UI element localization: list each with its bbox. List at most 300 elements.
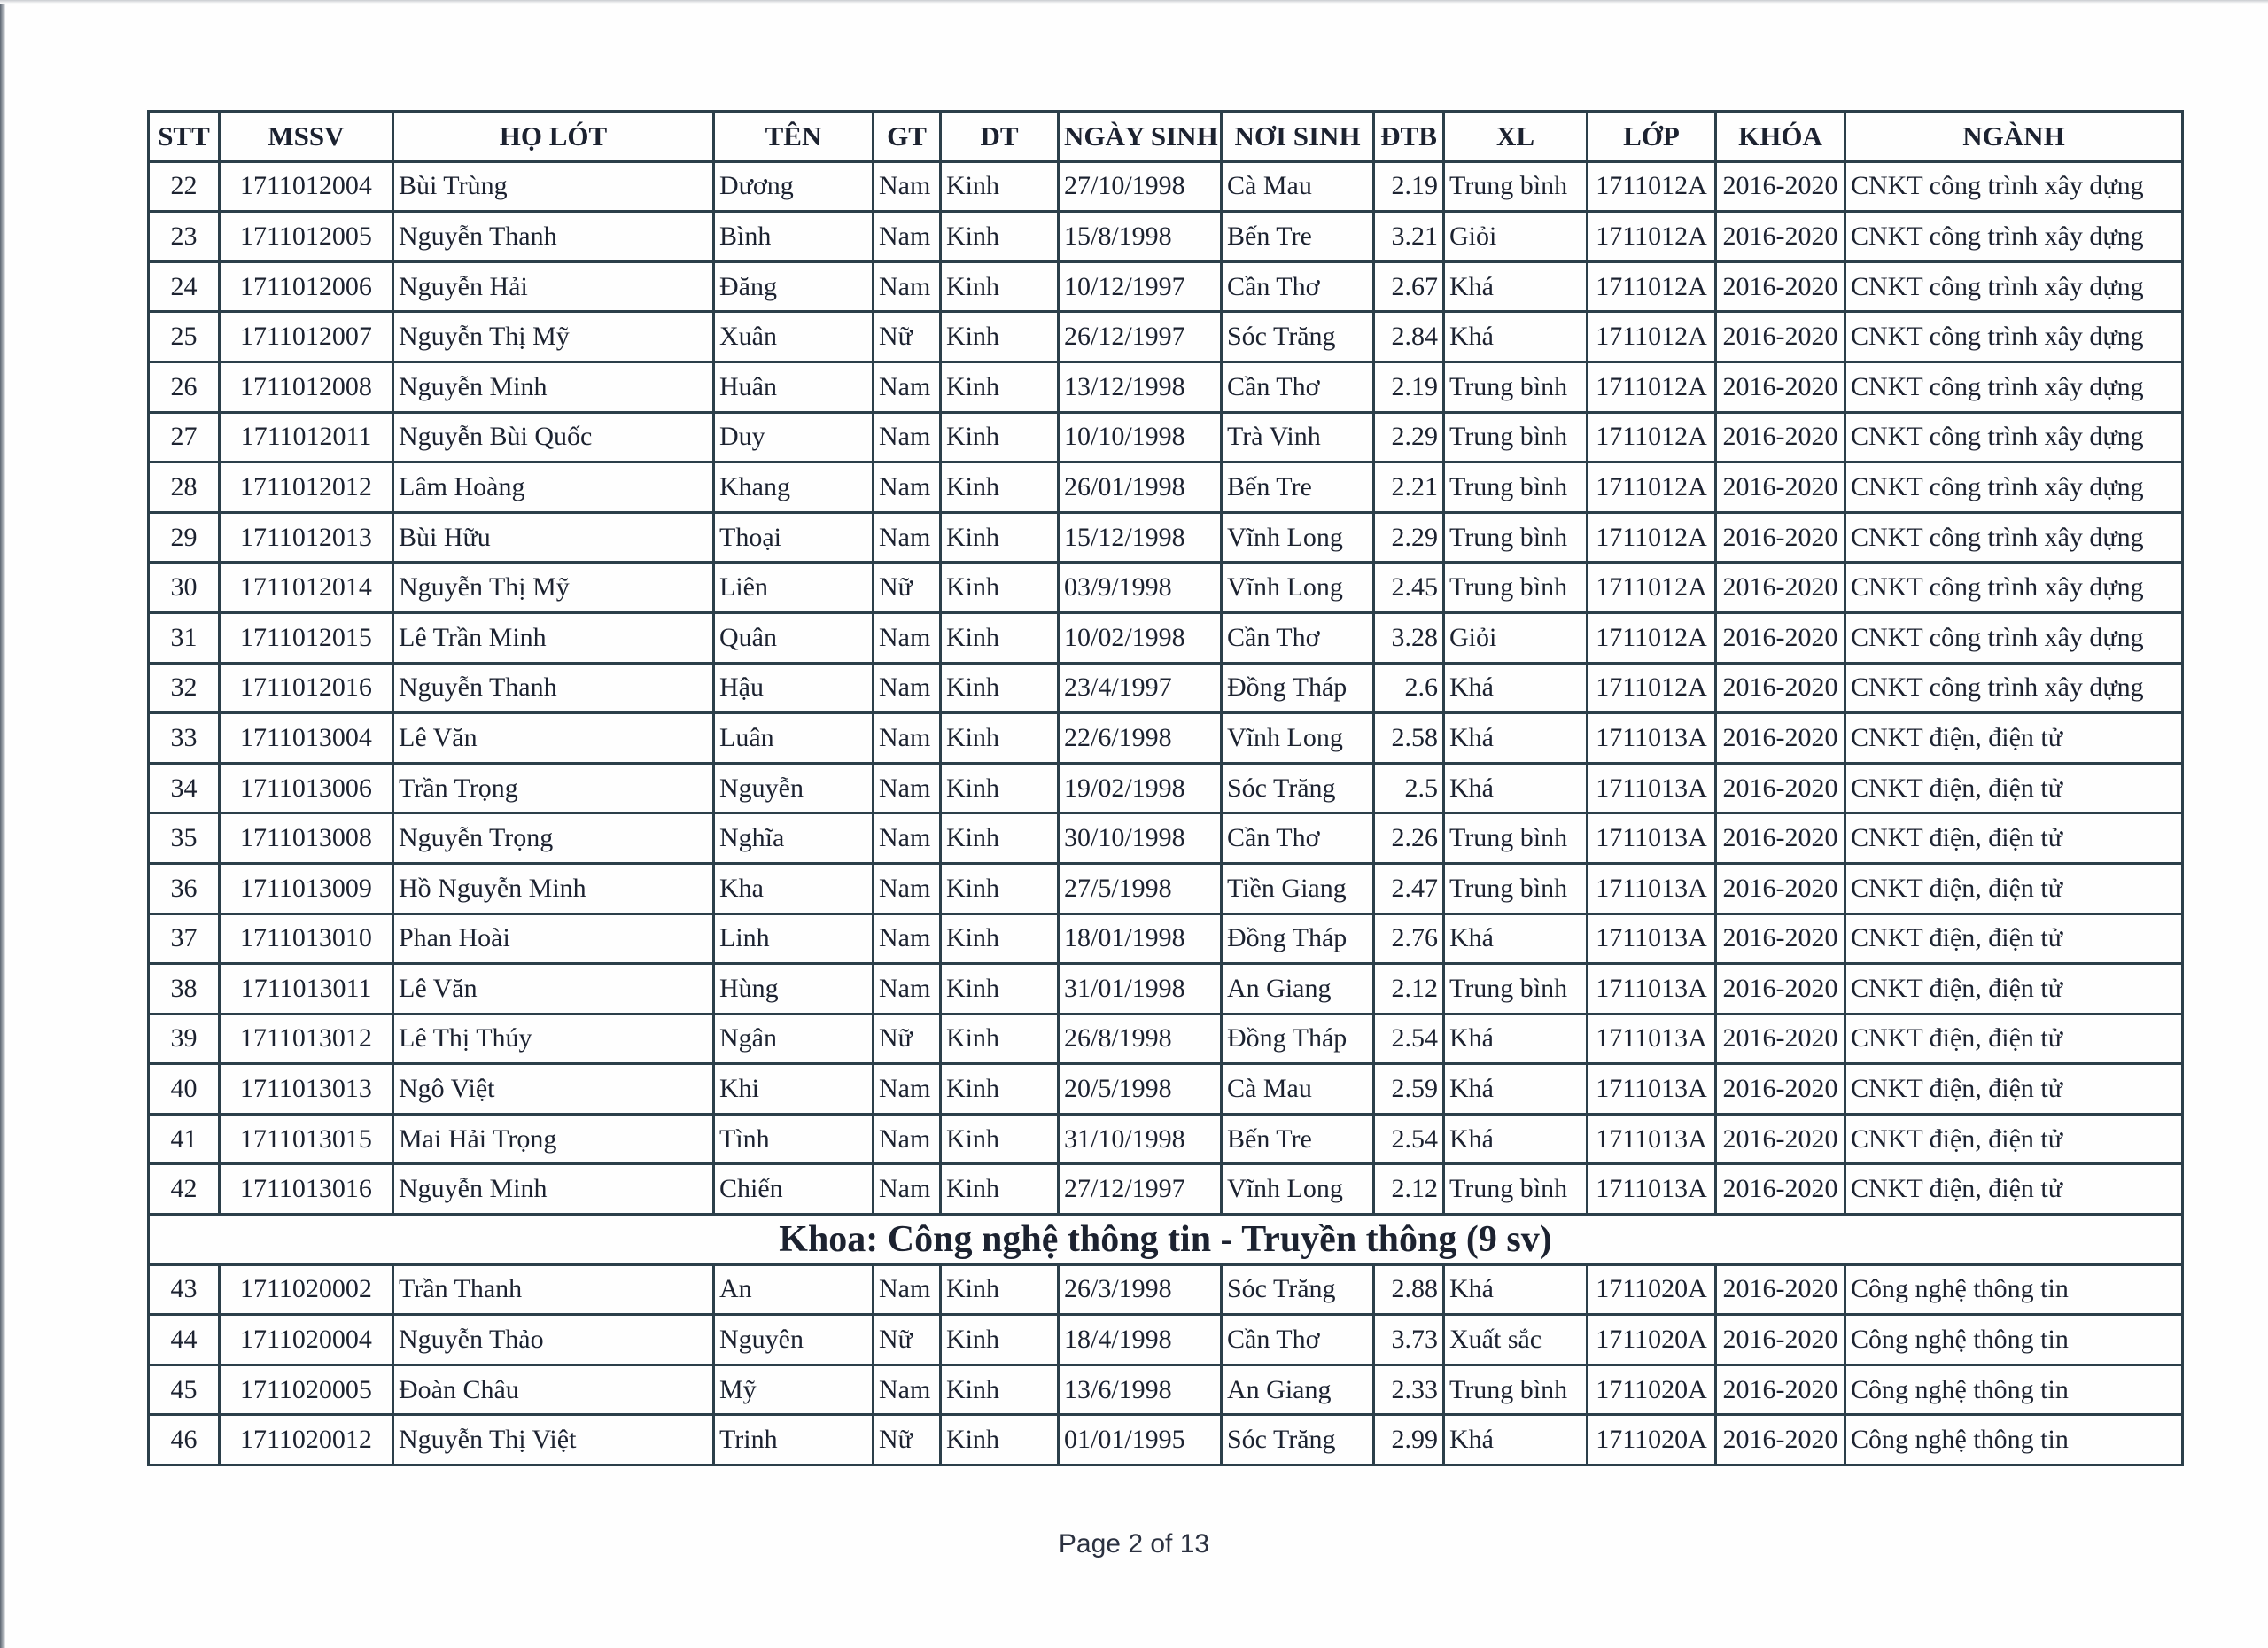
cell-khoa: 2016-2020 <box>1716 1415 1845 1465</box>
cell-stt: 42 <box>149 1164 220 1215</box>
table-row <box>149 361 2183 412</box>
cell-ho-lot: Bùi Trùng <box>393 161 714 212</box>
cell-gt: Nam <box>874 161 941 212</box>
cell-nganh: CNKT công trình xây dựng <box>1845 563 2183 613</box>
cell-gt: Nam <box>874 412 941 463</box>
cell-ngay-sinh: 15/8/1998 <box>1059 212 1222 262</box>
cell-ho-lot: Trần Trọng <box>393 763 714 813</box>
cell-khoa: 2016-2020 <box>1716 563 1845 613</box>
cell-gt: Nam <box>874 713 941 764</box>
cell-noi-sinh: Cần Thơ <box>1222 261 1374 312</box>
cell-dtb: 2.47 <box>1374 863 1444 913</box>
cell-stt: 35 <box>149 813 220 864</box>
cell-lop: 1711013A <box>1588 863 1716 913</box>
cell-nganh: Công nghệ thông tin <box>1845 1315 2183 1365</box>
cell-ten: Đăng <box>714 261 874 312</box>
cell-dt: Kinh <box>941 863 1059 913</box>
table-row <box>149 563 2183 613</box>
cell-noi-sinh: Sóc Trăng <box>1222 1415 1374 1465</box>
cell-dtb: 2.26 <box>1374 813 1444 864</box>
table-row <box>149 463 2183 513</box>
table-row <box>149 212 2183 262</box>
table-row <box>149 913 2183 964</box>
cell-nganh: CNKT công trình xây dựng <box>1845 612 2183 663</box>
table-row <box>149 863 2183 913</box>
cell-lop: 1711013A <box>1588 713 1716 764</box>
cell-mssv: 1711012011 <box>220 412 393 463</box>
cell-gt: Nam <box>874 663 941 713</box>
cell-noi-sinh: Bến Tre <box>1222 212 1374 262</box>
cell-gt: Nam <box>874 813 941 864</box>
cell-ngay-sinh: 20/5/1998 <box>1059 1064 1222 1115</box>
cell-khoa: 2016-2020 <box>1716 763 1845 813</box>
col-header-dt: DT <box>941 112 1059 162</box>
cell-xl: Trung bình <box>1444 563 1588 613</box>
cell-khoa: 2016-2020 <box>1716 1014 1845 1064</box>
col-header-lop: LỚP <box>1588 112 1716 162</box>
cell-khoa: 2016-2020 <box>1716 361 1845 412</box>
cell-nganh: CNKT công trình xây dựng <box>1845 361 2183 412</box>
cell-noi-sinh: Tiền Giang <box>1222 863 1374 913</box>
cell-khoa: 2016-2020 <box>1716 964 1845 1014</box>
cell-khoa: 2016-2020 <box>1716 813 1845 864</box>
cell-nganh: CNKT công trình xây dựng <box>1845 463 2183 513</box>
cell-stt: 44 <box>149 1315 220 1365</box>
table-row <box>149 261 2183 312</box>
cell-lop: 1711012A <box>1588 563 1716 613</box>
cell-dtb: 2.76 <box>1374 913 1444 964</box>
cell-ten: Huân <box>714 361 874 412</box>
table-row <box>149 1114 2183 1164</box>
cell-dt: Kinh <box>941 261 1059 312</box>
cell-dtb: 2.19 <box>1374 361 1444 412</box>
cell-dt: Kinh <box>941 663 1059 713</box>
cell-xl: Trung bình <box>1444 964 1588 1014</box>
cell-xl: Khá <box>1444 763 1588 813</box>
col-header-xl: XL <box>1444 112 1588 162</box>
cell-dt: Kinh <box>941 512 1059 563</box>
cell-stt: 25 <box>149 312 220 362</box>
cell-ho-lot: Nguyễn Thanh <box>393 212 714 262</box>
cell-dtb: 2.45 <box>1374 563 1444 613</box>
cell-lop: 1711012A <box>1588 312 1716 362</box>
cell-mssv: 1711012013 <box>220 512 393 563</box>
cell-nganh: CNKT công trình xây dựng <box>1845 663 2183 713</box>
cell-dt: Kinh <box>941 1114 1059 1164</box>
cell-noi-sinh: Đồng Tháp <box>1222 1014 1374 1064</box>
cell-lop: 1711012A <box>1588 612 1716 663</box>
cell-dt: Kinh <box>941 312 1059 362</box>
cell-dt: Kinh <box>941 161 1059 212</box>
cell-xl: Khá <box>1444 261 1588 312</box>
table-row <box>149 1064 2183 1115</box>
scan-edge-left <box>0 0 5 1648</box>
cell-ten: Xuân <box>714 312 874 362</box>
cell-mssv: 1711013011 <box>220 964 393 1014</box>
cell-xl: Trung bình <box>1444 813 1588 864</box>
section-divider <box>149 1215 2183 1265</box>
cell-dt: Kinh <box>941 612 1059 663</box>
cell-gt: Nữ <box>874 1014 941 1064</box>
cell-ngay-sinh: 27/12/1997 <box>1059 1164 1222 1215</box>
student-roster-table <box>147 110 2184 1466</box>
cell-mssv: 1711012005 <box>220 212 393 262</box>
cell-noi-sinh: Sóc Trăng <box>1222 312 1374 362</box>
cell-ten: Trinh <box>714 1415 874 1465</box>
cell-nganh: CNKT điện, điện tử <box>1845 863 2183 913</box>
cell-mssv: 1711013012 <box>220 1014 393 1064</box>
cell-nganh: CNKT điện, điện tử <box>1845 1164 2183 1215</box>
cell-mssv: 1711012014 <box>220 563 393 613</box>
cell-ten: Liên <box>714 563 874 613</box>
cell-khoa: 2016-2020 <box>1716 412 1845 463</box>
cell-khoa: 2016-2020 <box>1716 261 1845 312</box>
cell-noi-sinh: An Giang <box>1222 964 1374 1014</box>
cell-dt: Kinh <box>941 412 1059 463</box>
roster-body-it <box>149 1264 2183 1465</box>
cell-lop: 1711012A <box>1588 261 1716 312</box>
cell-ho-lot: Mai Hải Trọng <box>393 1114 714 1164</box>
cell-dt: Kinh <box>941 1364 1059 1415</box>
cell-noi-sinh: Cần Thơ <box>1222 612 1374 663</box>
col-header-ngay-sinh: NGÀY SINH <box>1059 112 1222 162</box>
table-row <box>149 161 2183 212</box>
table-row <box>149 763 2183 813</box>
cell-stt: 45 <box>149 1364 220 1415</box>
table-row <box>149 964 2183 1014</box>
cell-ho-lot: Nguyễn Thị Mỹ <box>393 563 714 613</box>
cell-mssv: 1711012008 <box>220 361 393 412</box>
cell-ngay-sinh: 15/12/1998 <box>1059 512 1222 563</box>
cell-stt: 22 <box>149 161 220 212</box>
cell-ten: Luân <box>714 713 874 764</box>
cell-khoa: 2016-2020 <box>1716 161 1845 212</box>
cell-stt: 31 <box>149 612 220 663</box>
cell-mssv: 1711013010 <box>220 913 393 964</box>
cell-dtb: 2.99 <box>1374 1415 1444 1465</box>
section-row <box>149 1215 2183 1265</box>
cell-ho-lot: Nguyễn Thảo <box>393 1315 714 1365</box>
cell-dtb: 2.54 <box>1374 1014 1444 1064</box>
cell-lop: 1711013A <box>1588 964 1716 1014</box>
table-row <box>149 1014 2183 1064</box>
cell-nganh: CNKT công trình xây dựng <box>1845 412 2183 463</box>
cell-ho-lot: Bùi Hữu <box>393 512 714 563</box>
cell-ten: Hùng <box>714 964 874 1014</box>
cell-gt: Nam <box>874 1064 941 1115</box>
cell-gt: Nam <box>874 612 941 663</box>
cell-gt: Nam <box>874 1264 941 1315</box>
cell-dt: Kinh <box>941 813 1059 864</box>
cell-lop: 1711012A <box>1588 663 1716 713</box>
table-row <box>149 412 2183 463</box>
cell-nganh: CNKT công trình xây dựng <box>1845 212 2183 262</box>
cell-stt: 34 <box>149 763 220 813</box>
cell-lop: 1711012A <box>1588 412 1716 463</box>
table-row <box>149 1364 2183 1415</box>
cell-xl: Trung bình <box>1444 1164 1588 1215</box>
cell-ho-lot: Nguyễn Trọng <box>393 813 714 864</box>
cell-lop: 1711013A <box>1588 763 1716 813</box>
cell-mssv: 1711013004 <box>220 713 393 764</box>
cell-dt: Kinh <box>941 212 1059 262</box>
cell-ngay-sinh: 26/8/1998 <box>1059 1014 1222 1064</box>
cell-gt: Nam <box>874 913 941 964</box>
cell-ngay-sinh: 03/9/1998 <box>1059 563 1222 613</box>
cell-ten: An <box>714 1264 874 1315</box>
cell-ten: Nguyên <box>714 1315 874 1365</box>
cell-lop: 1711013A <box>1588 1064 1716 1115</box>
cell-stt: 26 <box>149 361 220 412</box>
cell-ten: Ngân <box>714 1014 874 1064</box>
section-title: Khoa: Công nghệ thông tin - Truyền thông (9 sv) <box>149 1215 2183 1265</box>
table-row <box>149 312 2183 362</box>
cell-xl: Trung bình <box>1444 863 1588 913</box>
cell-nganh: CNKT điện, điện tử <box>1845 713 2183 764</box>
cell-gt: Nam <box>874 512 941 563</box>
cell-ten: Kha <box>714 863 874 913</box>
cell-stt: 23 <box>149 212 220 262</box>
cell-ngay-sinh: 23/4/1997 <box>1059 663 1222 713</box>
cell-nganh: CNKT công trình xây dựng <box>1845 312 2183 362</box>
cell-xl: Giỏi <box>1444 612 1588 663</box>
cell-khoa: 2016-2020 <box>1716 1264 1845 1315</box>
cell-dt: Kinh <box>941 913 1059 964</box>
cell-stt: 36 <box>149 863 220 913</box>
cell-lop: 1711020A <box>1588 1415 1716 1465</box>
cell-ten: Linh <box>714 913 874 964</box>
cell-noi-sinh: Bến Tre <box>1222 1114 1374 1164</box>
cell-dt: Kinh <box>941 463 1059 513</box>
cell-xl: Khá <box>1444 312 1588 362</box>
cell-khoa: 2016-2020 <box>1716 612 1845 663</box>
cell-nganh: CNKT công trình xây dựng <box>1845 512 2183 563</box>
cell-xl: Trung bình <box>1444 463 1588 513</box>
cell-lop: 1711012A <box>1588 161 1716 212</box>
cell-nganh: Công nghệ thông tin <box>1845 1364 2183 1415</box>
cell-ten: Duy <box>714 412 874 463</box>
cell-dtb: 2.88 <box>1374 1264 1444 1315</box>
cell-ten: Khi <box>714 1064 874 1115</box>
cell-xl: Khá <box>1444 713 1588 764</box>
cell-ho-lot: Phan Hoài <box>393 913 714 964</box>
table-row <box>149 612 2183 663</box>
cell-ten: Chiến <box>714 1164 874 1215</box>
col-header-ho-lot: HỌ LÓT <box>393 112 714 162</box>
cell-ngay-sinh: 22/6/1998 <box>1059 713 1222 764</box>
cell-xl: Trung bình <box>1444 361 1588 412</box>
cell-lop: 1711012A <box>1588 212 1716 262</box>
cell-dtb: 3.28 <box>1374 612 1444 663</box>
cell-lop: 1711013A <box>1588 813 1716 864</box>
cell-ngay-sinh: 30/10/1998 <box>1059 813 1222 864</box>
cell-ngay-sinh: 27/10/1998 <box>1059 161 1222 212</box>
cell-ho-lot: Nguyễn Thanh <box>393 663 714 713</box>
cell-ten: Nghĩa <box>714 813 874 864</box>
cell-noi-sinh: Sóc Trăng <box>1222 1264 1374 1315</box>
cell-ho-lot: Lê Văn <box>393 713 714 764</box>
cell-stt: 28 <box>149 463 220 513</box>
cell-dt: Kinh <box>941 763 1059 813</box>
cell-noi-sinh: An Giang <box>1222 1364 1374 1415</box>
cell-stt: 32 <box>149 663 220 713</box>
cell-nganh: CNKT điện, điện tử <box>1845 1064 2183 1115</box>
cell-nganh: CNKT điện, điện tử <box>1845 763 2183 813</box>
cell-khoa: 2016-2020 <box>1716 1364 1845 1415</box>
cell-khoa: 2016-2020 <box>1716 312 1845 362</box>
cell-nganh: CNKT điện, điện tử <box>1845 964 2183 1014</box>
cell-gt: Nữ <box>874 312 941 362</box>
cell-noi-sinh: Cần Thơ <box>1222 813 1374 864</box>
cell-stt: 43 <box>149 1264 220 1315</box>
cell-gt: Nam <box>874 1164 941 1215</box>
cell-ngay-sinh: 13/6/1998 <box>1059 1364 1222 1415</box>
cell-stt: 33 <box>149 713 220 764</box>
cell-gt: Nam <box>874 212 941 262</box>
cell-noi-sinh: Vĩnh Long <box>1222 563 1374 613</box>
cell-ten: Dương <box>714 161 874 212</box>
cell-lop: 1711013A <box>1588 1014 1716 1064</box>
cell-khoa: 2016-2020 <box>1716 913 1845 964</box>
cell-khoa: 2016-2020 <box>1716 663 1845 713</box>
cell-noi-sinh: Cà Mau <box>1222 1064 1374 1115</box>
cell-gt: Nam <box>874 361 941 412</box>
cell-ho-lot: Nguyễn Thị Việt <box>393 1415 714 1465</box>
cell-xl: Khá <box>1444 1415 1588 1465</box>
cell-dtb: 2.29 <box>1374 512 1444 563</box>
cell-ngay-sinh: 26/01/1998 <box>1059 463 1222 513</box>
col-header-dtb: ĐTB <box>1374 112 1444 162</box>
table-row <box>149 1164 2183 1215</box>
cell-ten: Quân <box>714 612 874 663</box>
cell-xl: Khá <box>1444 1064 1588 1115</box>
cell-ngay-sinh: 26/12/1997 <box>1059 312 1222 362</box>
cell-stt: 30 <box>149 563 220 613</box>
col-header-gt: GT <box>874 112 941 162</box>
cell-gt: Nam <box>874 863 941 913</box>
cell-khoa: 2016-2020 <box>1716 1114 1845 1164</box>
cell-ngay-sinh: 10/02/1998 <box>1059 612 1222 663</box>
cell-dtb: 2.67 <box>1374 261 1444 312</box>
cell-ho-lot: Đoàn Châu <box>393 1364 714 1415</box>
cell-lop: 1711012A <box>1588 361 1716 412</box>
cell-xl: Trung bình <box>1444 512 1588 563</box>
cell-mssv: 1711012015 <box>220 612 393 663</box>
cell-stt: 40 <box>149 1064 220 1115</box>
cell-mssv: 1711013006 <box>220 763 393 813</box>
cell-gt: Nam <box>874 763 941 813</box>
cell-lop: 1711013A <box>1588 1114 1716 1164</box>
col-header-nganh: NGÀNH <box>1845 112 2183 162</box>
cell-ho-lot: Hồ Nguyễn Minh <box>393 863 714 913</box>
col-header-noi-sinh: NƠI SINH <box>1222 112 1374 162</box>
cell-noi-sinh: Trà Vinh <box>1222 412 1374 463</box>
cell-ten: Tình <box>714 1114 874 1164</box>
cell-ten: Nguyễn <box>714 763 874 813</box>
cell-lop: 1711020A <box>1588 1364 1716 1415</box>
cell-xl: Khá <box>1444 1264 1588 1315</box>
cell-ten: Khang <box>714 463 874 513</box>
cell-dtb: 2.12 <box>1374 1164 1444 1215</box>
table-row <box>149 1415 2183 1465</box>
cell-khoa: 2016-2020 <box>1716 863 1845 913</box>
cell-nganh: CNKT điện, điện tử <box>1845 813 2183 864</box>
cell-mssv: 1711020004 <box>220 1315 393 1365</box>
cell-dtb: 2.29 <box>1374 412 1444 463</box>
cell-lop: 1711012A <box>1588 512 1716 563</box>
cell-ngay-sinh: 10/12/1997 <box>1059 261 1222 312</box>
scan-edge-top <box>0 0 2268 4</box>
cell-noi-sinh: Vĩnh Long <box>1222 1164 1374 1215</box>
cell-nganh: CNKT điện, điện tử <box>1845 913 2183 964</box>
cell-noi-sinh: Cần Thơ <box>1222 361 1374 412</box>
cell-dt: Kinh <box>941 361 1059 412</box>
cell-khoa: 2016-2020 <box>1716 1064 1845 1115</box>
cell-dt: Kinh <box>941 1315 1059 1365</box>
cell-ho-lot: Nguyễn Minh <box>393 361 714 412</box>
cell-ho-lot: Nguyễn Minh <box>393 1164 714 1215</box>
cell-lop: 1711013A <box>1588 913 1716 964</box>
table-row <box>149 1315 2183 1365</box>
cell-xl: Trung bình <box>1444 161 1588 212</box>
cell-ngay-sinh: 26/3/1998 <box>1059 1264 1222 1315</box>
cell-ngay-sinh: 31/10/1998 <box>1059 1114 1222 1164</box>
cell-dtb: 2.54 <box>1374 1114 1444 1164</box>
cell-mssv: 1711012007 <box>220 312 393 362</box>
cell-noi-sinh: Đồng Tháp <box>1222 913 1374 964</box>
cell-stt: 39 <box>149 1014 220 1064</box>
cell-ngay-sinh: 18/01/1998 <box>1059 913 1222 964</box>
cell-nganh: CNKT điện, điện tử <box>1845 1014 2183 1064</box>
cell-mssv: 1711020012 <box>220 1415 393 1465</box>
cell-xl: Khá <box>1444 1014 1588 1064</box>
col-header-ten: TÊN <box>714 112 874 162</box>
page-number: Page 2 of 13 <box>1058 1529 1210 1559</box>
cell-gt: Nam <box>874 1364 941 1415</box>
cell-ngay-sinh: 27/5/1998 <box>1059 863 1222 913</box>
cell-xl: Khá <box>1444 663 1588 713</box>
cell-nganh: CNKT công trình xây dựng <box>1845 161 2183 212</box>
cell-khoa: 2016-2020 <box>1716 512 1845 563</box>
cell-mssv: 1711013009 <box>220 863 393 913</box>
cell-mssv: 1711013016 <box>220 1164 393 1215</box>
cell-ten: Thoại <box>714 512 874 563</box>
cell-ho-lot: Nguyễn Hải <box>393 261 714 312</box>
cell-noi-sinh: Vĩnh Long <box>1222 512 1374 563</box>
cell-noi-sinh: Sóc Trăng <box>1222 763 1374 813</box>
cell-dtb: 2.6 <box>1374 663 1444 713</box>
header-row <box>149 112 2183 162</box>
col-header-mssv: MSSV <box>220 112 393 162</box>
cell-xl: Khá <box>1444 913 1588 964</box>
cell-mssv: 1711013015 <box>220 1114 393 1164</box>
cell-noi-sinh: Đồng Tháp <box>1222 663 1374 713</box>
cell-dt: Kinh <box>941 964 1059 1014</box>
cell-khoa: 2016-2020 <box>1716 212 1845 262</box>
cell-xl: Trung bình <box>1444 1364 1588 1415</box>
cell-noi-sinh: Cần Thơ <box>1222 1315 1374 1365</box>
cell-dtb: 2.58 <box>1374 713 1444 764</box>
cell-ngay-sinh: 31/01/1998 <box>1059 964 1222 1014</box>
cell-nganh: CNKT công trình xây dựng <box>1845 261 2183 312</box>
cell-dtb: 3.21 <box>1374 212 1444 262</box>
cell-mssv: 1711013013 <box>220 1064 393 1115</box>
cell-mssv: 1711013008 <box>220 813 393 864</box>
cell-ngay-sinh: 19/02/1998 <box>1059 763 1222 813</box>
cell-mssv: 1711020005 <box>220 1364 393 1415</box>
cell-nganh: Công nghệ thông tin <box>1845 1415 2183 1465</box>
cell-dt: Kinh <box>941 563 1059 613</box>
